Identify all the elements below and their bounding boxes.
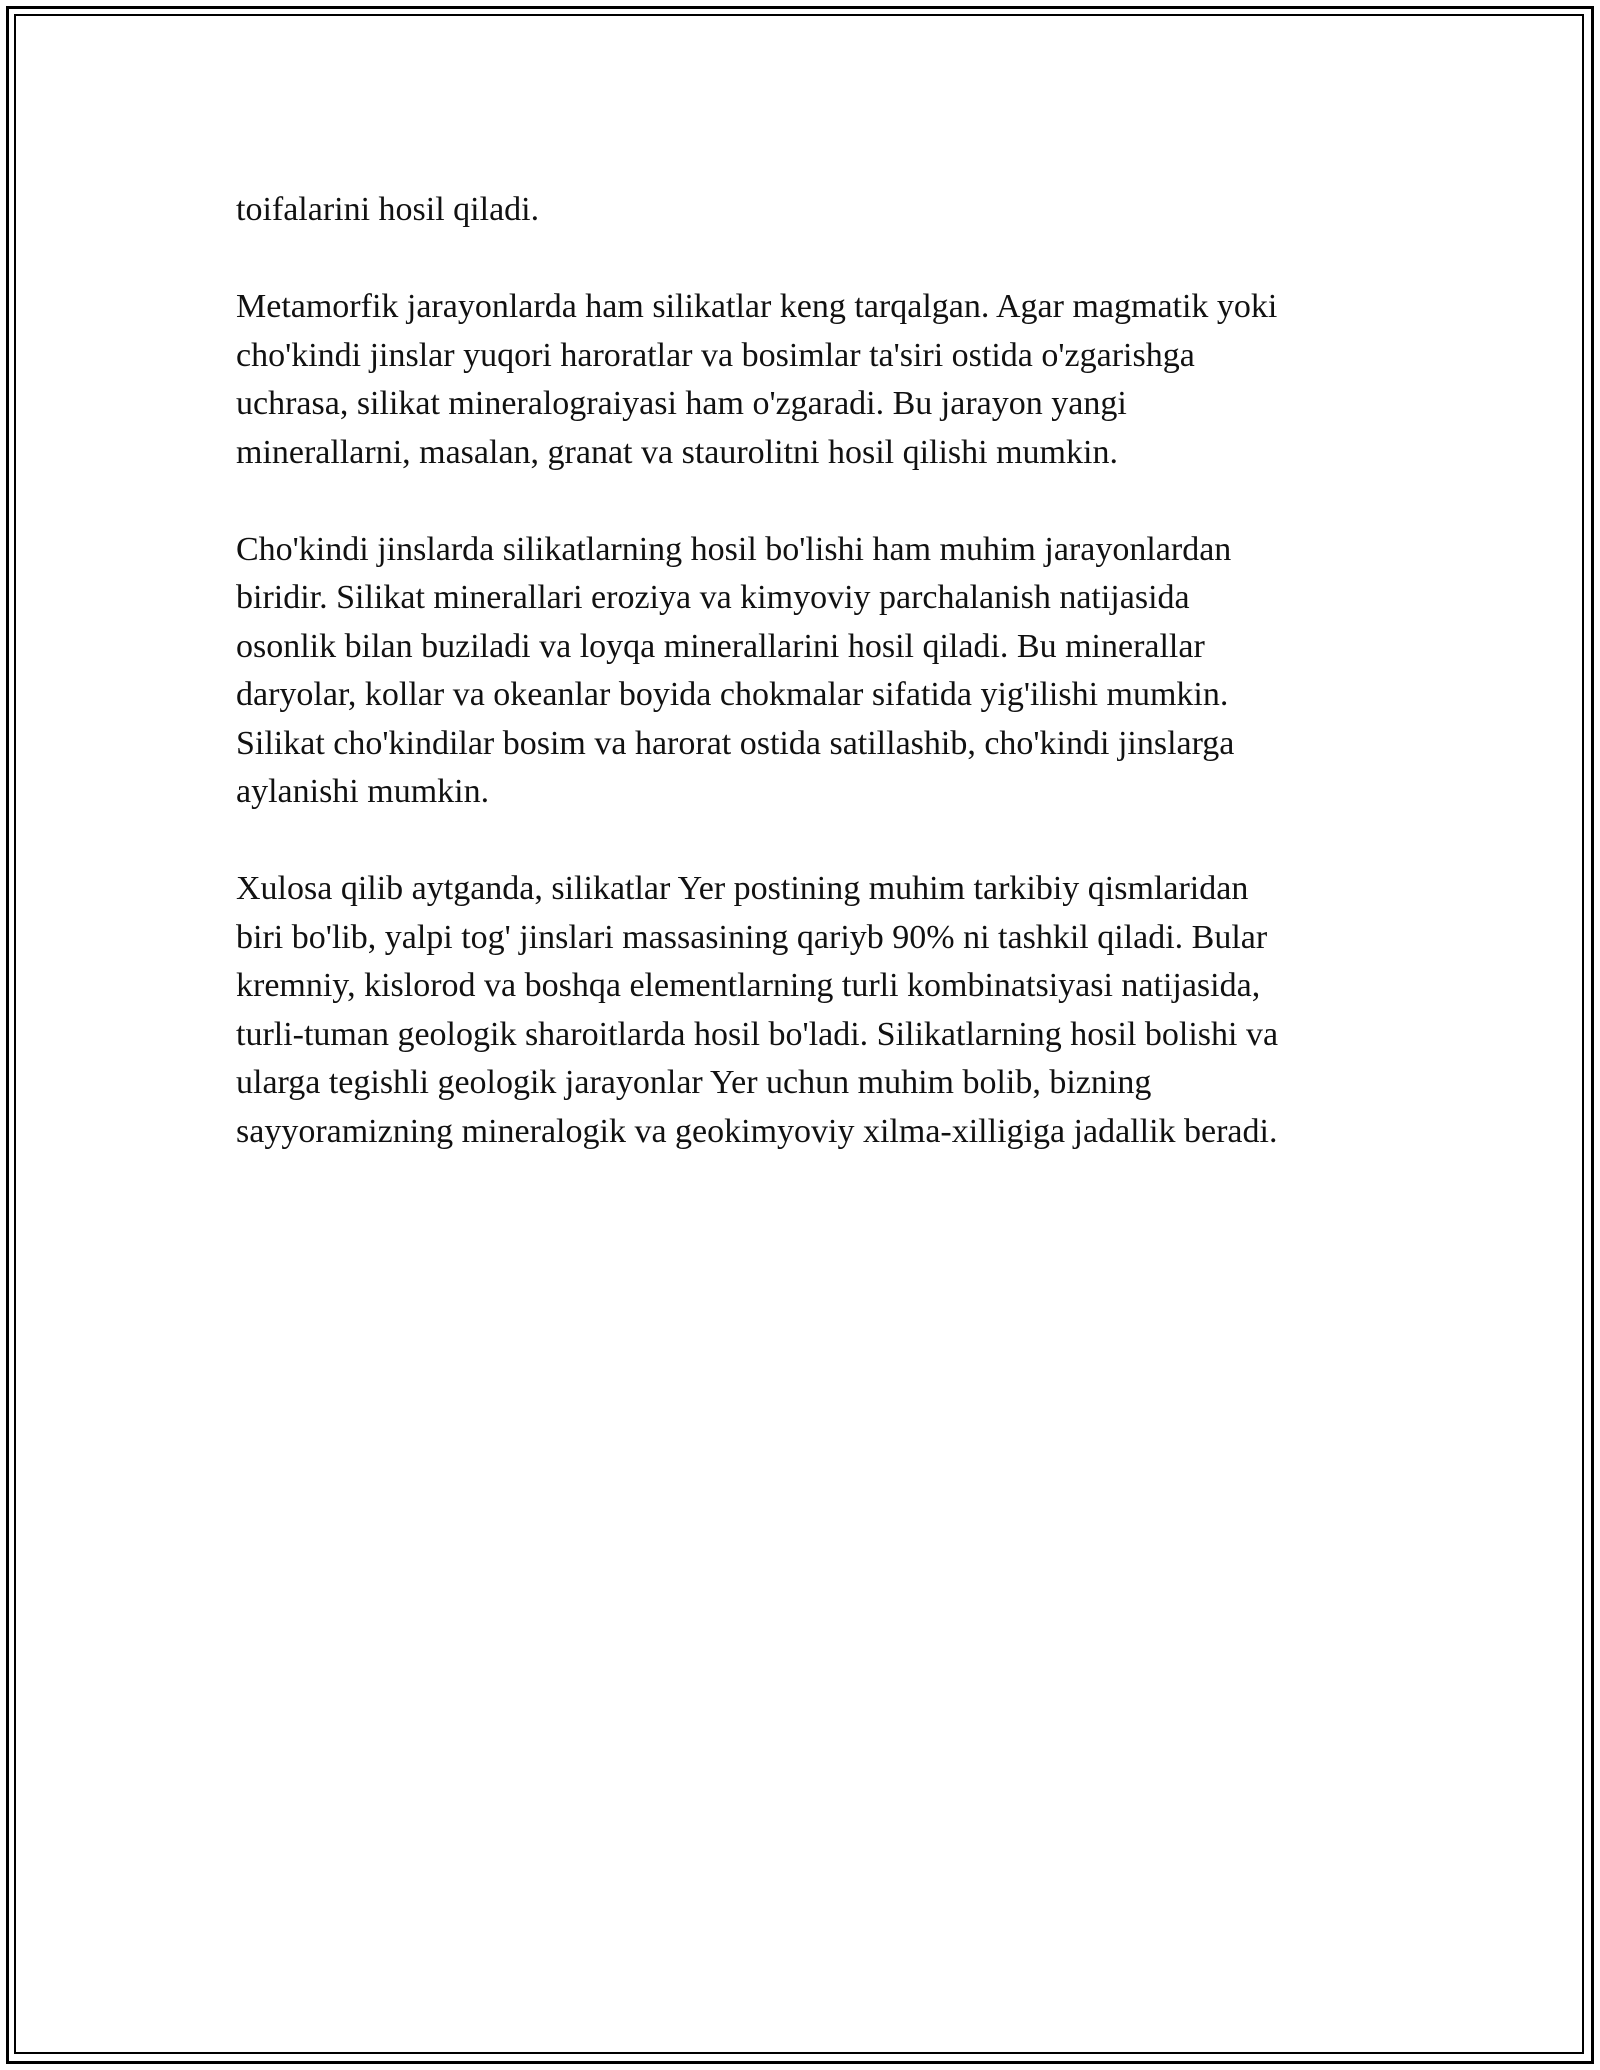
paragraph-conclusion: Xulosa qilib aytganda, silikatlar Yer postining muhim tarkibiy qismlaridan biri bo'lib, yalpi tog' jinslari massasining qariyb 90% ni tashkil qiladi. Bular kremniy, kislorod va boshqa elementlarning turli kombinatsiyasi natijasida, turli-tuman geologik sharoitlarda hosil bo'ladi. Silikatlarning hosil bolishi va ularga tegishli geologik jarayonlar Yer uchun muhim bolib, bizning sayyoramizning mineralogik va geokimyoviy xilma-xilligiga jadallik beradi. <box>236 870 1279 1150</box>
paragraph-sedimentary: Cho'kindi jinslarda silikatlarning hosil bo'lishi ham muhim jarayonlardan biridir. Silikat minerallari eroziya va kimyoviy parchalanish natijasida osonlik bilan buziladi va loyqa minerallarini hosil qiladi. Bu minerallar daryolar, kollar va okeanlar boyida chokmalar sifatida yig'ilishi mumkin. Silikat cho'kindilar bosim va harorat ostida satillashib, cho'kindi jinslarga aylanishi mumkin. <box>236 530 1235 810</box>
paragraph-metamorphic: Metamorfik jarayonlarda ham silikatlar keng tarqalgan. Agar magmatik yoki cho'kindi jinslar yuqori haroratlar va bosimlar ta'siri ostida o'zgarishga uchrasa, silikat mineralograiyasi ham o'zgaradi. Bu jarayon yangi minerallarni, masalan, granat va staurolitni hosil qilishi mumkin. <box>236 288 1278 471</box>
document-body <box>236 186 1396 1205</box>
paragraph-continuation: toifalarini hosil qiladi. <box>236 191 540 228</box>
